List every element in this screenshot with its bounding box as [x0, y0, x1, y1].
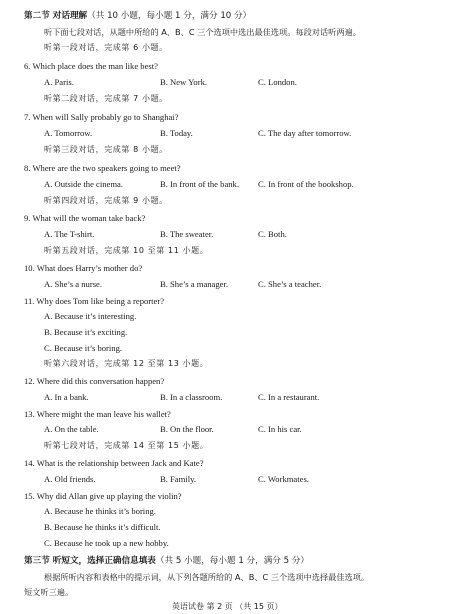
- question-6-option-a: A. Paris.: [44, 77, 74, 87]
- question-12-option-c: C. In a restaurant.: [258, 392, 320, 402]
- direction-2: 听第二段对话，完成第 7 小题。: [44, 94, 168, 103]
- page-footer: 英语试卷 第 2 页 （共 15 页）: [172, 602, 283, 611]
- question-15-option-a: A. Because he thinks it’s boring.: [44, 506, 156, 516]
- question-9-option-a: A. The T-shirt.: [44, 229, 95, 239]
- section3-title-line: [24, 555, 309, 567]
- section3-note: （共 5 小题，每小题 1 分，满分 5 分）: [155, 556, 310, 566]
- question-13: 13. Where might the man leave his wallet?: [24, 409, 171, 419]
- section3-instruction-1: 根据所听内容和表格中的提示词，从下列各题所给的 A、B、C 三个选项中选择最佳选项。: [44, 572, 370, 582]
- question-15-option-c: C. Because he took up a new hobby.: [44, 538, 169, 548]
- section3-instruction-2: 短文听三遍。: [24, 587, 74, 597]
- direction-5: 听第五段对话，完成第 10 至第 11 小题。: [44, 246, 209, 255]
- question-13-option-b: B. On the floor.: [160, 424, 214, 434]
- direction-3: 听第三段对话，完成第 8 小题。: [44, 145, 168, 154]
- direction-1: 听第一段对话，完成第 6 小题。: [44, 43, 168, 52]
- question-11-option-a: A. Because it’s interesting.: [44, 311, 137, 321]
- question-9-option-b: B. The sweater.: [160, 229, 214, 239]
- question-11: 11. Why does Tom like being a reporter?: [24, 296, 165, 306]
- question-11-option-c: C. Because it’s boring.: [44, 343, 123, 353]
- question-7-option-a: A. Tomorrow.: [44, 128, 93, 138]
- question-14-option-b: B. Family.: [160, 474, 196, 484]
- question-14: 14. What is the relationship between Jack and Kate?: [24, 458, 204, 468]
- direction-4: 听第四段对话，完成第 9 小题。: [44, 196, 168, 205]
- question-8: 8. Where are the two speakers going to meet?: [24, 163, 181, 173]
- section2-instruction: 听下面七段对话，从题中所给的 A、B、C 三个选项中选出最佳选项。每段对话听两遍。: [44, 27, 361, 37]
- question-8-option-c: C. In front of the bookshop.: [258, 179, 354, 189]
- question-10-option-b: B. She’s a manager.: [160, 279, 229, 289]
- question-15-option-b: B. Because he thinks it’s difficult.: [44, 522, 161, 532]
- question-14-option-a: A. Old friends.: [44, 474, 96, 484]
- question-8-option-a: A. Outside the cinema.: [44, 179, 123, 189]
- section2-title-line: [24, 10, 251, 22]
- question-6: 6. Which place does the man like best?: [24, 61, 158, 71]
- question-7: 7. When will Sally probably go to Shanghai?: [24, 112, 179, 122]
- question-12: 12. Where did this conversation happen?: [24, 376, 165, 386]
- question-15: 15. Why did Allan give up playing the violin?: [24, 491, 182, 501]
- direction-6: 听第六段对话，完成第 12 至第 13 小题。: [44, 359, 209, 368]
- question-13-option-a: A. On the table.: [44, 424, 99, 434]
- section2-title: 第二节 对话理解: [24, 11, 88, 21]
- question-10-option-c: C. She’s a teacher.: [258, 279, 322, 289]
- section3-title: 第三节 听短文，选择正确信息填表: [24, 556, 156, 566]
- question-14-option-c: C. Workmates.: [258, 474, 309, 484]
- question-13-option-c: C. In his car.: [258, 424, 302, 434]
- question-9: 9. What will the woman take back?: [24, 213, 146, 223]
- question-12-option-b: B. In a classroom.: [160, 392, 223, 402]
- question-10: 10. What does Harry’s mother do?: [24, 263, 143, 273]
- question-6-option-c: C. London.: [258, 77, 297, 87]
- question-11-option-b: B. Because it’s exciting.: [44, 327, 128, 337]
- question-7-option-c: C. The day after tomorrow.: [258, 128, 352, 138]
- question-8-option-b: B. In front of the bank.: [160, 179, 239, 189]
- direction-7: 听第七段对话，完成第 14 至第 15 小题。: [44, 441, 209, 450]
- section2-note: （共 10 小题，每小题 1 分，满分 10 分）: [87, 11, 252, 21]
- question-6-option-b: B. New York.: [160, 77, 208, 87]
- question-10-option-a: A. She’s a nurse.: [44, 279, 102, 289]
- question-9-option-c: C. Both.: [258, 229, 287, 239]
- question-12-option-a: A. In a bank.: [44, 392, 89, 402]
- question-7-option-b: B. Today.: [160, 128, 193, 138]
